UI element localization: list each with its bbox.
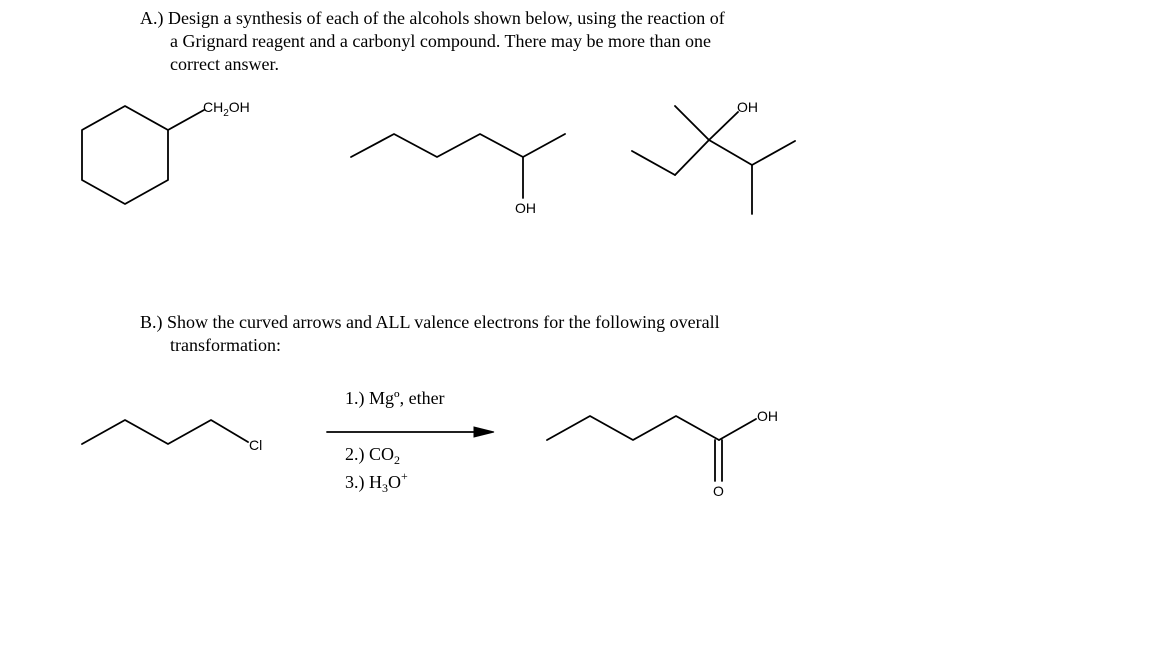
ch2oh-label: $CH_2OH$ <box>203 99 250 119</box>
part-a-line-3: correct answer. <box>170 54 279 74</box>
carboxylic-acid-chain <box>547 416 719 440</box>
tertiary-oh-bond <box>709 112 738 140</box>
tertiary-bond-3 <box>709 140 752 165</box>
tertiary-alcohol-structure <box>632 99 795 214</box>
reaction-step-3: 3.) $H_3O^+$ <box>345 469 408 495</box>
tertiary-bond-4 <box>752 141 795 165</box>
cyclohexane-ring <box>82 106 168 204</box>
part-a-line-2: a Grignard reagent and a carbonyl compound. There may be more than one <box>170 31 711 51</box>
part-b-line-2: transformation: <box>170 335 281 355</box>
secondary-alcohol-oh-label: OH <box>515 200 536 216</box>
tertiary-bond-2 <box>675 140 709 175</box>
secondary-alcohol-structure <box>351 134 565 216</box>
carboxyl-oh-label: OH <box>757 408 778 424</box>
secondary-alcohol-chain <box>351 134 565 157</box>
alkyl-chloride-chain <box>82 420 248 444</box>
carbonyl-o-label: O <box>713 483 724 499</box>
ch2oh-bond <box>168 110 204 130</box>
tertiary-oh-label: OH <box>737 99 758 115</box>
chloride-label: Cl <box>249 437 263 453</box>
reaction-step-1: 1.) Mgº, ether <box>345 388 445 408</box>
cyclohexylmethanol-structure <box>82 99 250 204</box>
reaction-arrow-head <box>474 427 494 437</box>
carboxylic-acid-structure <box>547 408 778 499</box>
alkyl-chloride-structure <box>82 420 262 453</box>
reaction-arrow-group <box>327 388 494 495</box>
reaction-step-2: 2.) $CO_2$ <box>345 444 400 467</box>
carboxyl-oh-bond <box>719 419 756 440</box>
part-a-line-1: A.) Design a synthesis of each of the alcohols shown below, using the reaction of <box>140 8 725 28</box>
tertiary-methyl-bond <box>675 106 709 140</box>
part-b-line-1: B.) Show the curved arrows and ALL valence electrons for the following overall <box>140 312 720 332</box>
tertiary-bond-1 <box>632 151 675 175</box>
